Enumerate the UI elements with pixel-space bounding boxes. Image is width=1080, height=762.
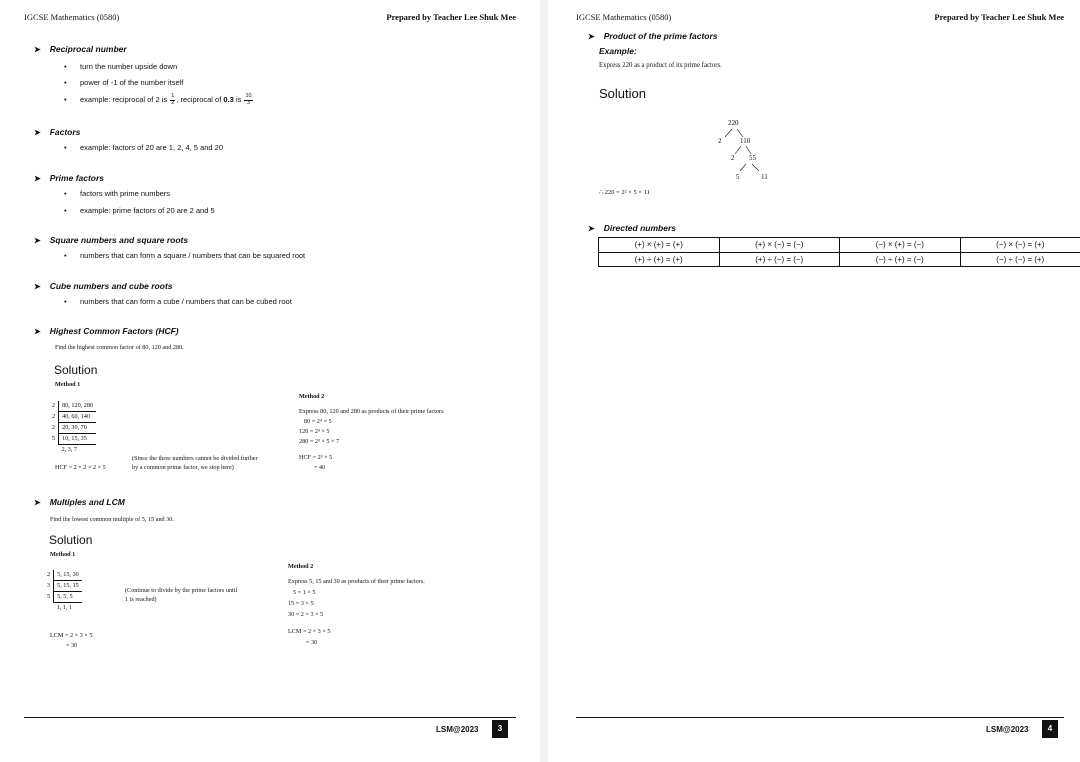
note-text: (Continue to divide by the prime factors until bbox=[125, 587, 238, 594]
equation: 15 = 3 × 5 bbox=[288, 600, 314, 607]
footer-code: LSM@2023 bbox=[436, 725, 479, 734]
tree-node: 55 bbox=[749, 154, 756, 162]
method-label: Method 2 bbox=[288, 563, 314, 570]
table-row bbox=[599, 238, 1080, 253]
table-cell: (+) ÷ (−) = (−) bbox=[719, 252, 840, 267]
hcf-result: HCF = 2 × 2 × 2 × 5 bbox=[55, 464, 106, 471]
heading-square-numbers: ➤ Square numbers and square roots bbox=[34, 235, 189, 245]
tree-branch bbox=[737, 129, 743, 137]
tree-node: 2 bbox=[718, 137, 722, 145]
heading-reciprocal: ➤ Reciprocal number bbox=[34, 44, 127, 54]
note-text: (Since the three numbers cannot be divided further bbox=[132, 455, 258, 462]
equation: = 30 bbox=[306, 639, 318, 646]
method-label: Method 1 bbox=[50, 551, 76, 558]
footer-code: LSM@2023 bbox=[986, 725, 1029, 734]
bullet-item: • example: prime factors of 20 are 2 and 5 bbox=[64, 206, 215, 215]
lcm-result: LCM = 2 × 3 × 5 bbox=[50, 632, 93, 639]
page-number: 4 bbox=[1042, 720, 1058, 738]
bullet-item: • example: factors of 20 are 1, 2, 4, 5 and 20 bbox=[64, 143, 224, 152]
tree-branch bbox=[752, 164, 759, 171]
method-text: Express 80, 120 and 280 as products of their prime factors bbox=[299, 408, 444, 415]
equation: 80 = 2⁴ × 5 bbox=[304, 418, 332, 425]
bullet-item: • factors with prime numbers bbox=[64, 189, 171, 198]
solution-label: Solution bbox=[599, 86, 646, 101]
method-label: Method 1 bbox=[55, 381, 81, 388]
hcf-division-ladder: 2 80, 120, 280 2 40, 60, 140 2 20, 30, 70 5 10, 15, 35 2, 3, 7 bbox=[52, 401, 96, 455]
heading-cube-numbers: ➤ Cube numbers and cube roots bbox=[34, 281, 173, 291]
factor-tree bbox=[708, 117, 788, 187]
footer-rule bbox=[24, 717, 516, 718]
heading-directed-numbers: ➤ Directed numbers bbox=[588, 223, 676, 233]
heading-prime-product: ➤ Product of the prime factors bbox=[588, 31, 718, 41]
example-label: Example: bbox=[599, 46, 637, 56]
note-text: by a common prime factor, we stop here) bbox=[132, 464, 234, 471]
note-text: 1 is reached) bbox=[125, 596, 157, 603]
equation: 30 = 2 × 3 × 5 bbox=[288, 611, 324, 618]
directed-numbers-table bbox=[598, 237, 1080, 267]
table-cell: (−) × (+) = (−) bbox=[840, 238, 961, 253]
bullet-item: • example: reciprocal of 2 is $\frac{1}{2}$ , reciprocal of 0.3 is $\frac{10}{3}$ bbox=[64, 93, 252, 106]
page-number: 3 bbox=[492, 720, 508, 738]
equation: 120 = 2³ × 5 bbox=[299, 428, 330, 435]
equation: 280 = 2³ × 5 × 7 bbox=[299, 438, 340, 445]
document-page-4 bbox=[548, 0, 1080, 762]
tree-branch bbox=[746, 146, 751, 154]
tree-node: 2 bbox=[731, 154, 735, 162]
question-text: Find the lowest common multiple of 5, 15 and 30. bbox=[50, 516, 174, 523]
tree-branch bbox=[725, 129, 732, 137]
tree-branch bbox=[735, 146, 741, 154]
heading-factors: ➤ Factors bbox=[34, 127, 81, 137]
course-title: IGCSE Mathematics (0580) bbox=[576, 12, 672, 22]
bullet-item: • numbers that can form a cube / numbers that can be cubed root bbox=[64, 297, 292, 306]
tree-node: 110 bbox=[740, 137, 751, 145]
equation: HCF = 2³ × 5 bbox=[299, 454, 333, 461]
question-text: Express 220 as a product of its prime factors. bbox=[599, 62, 722, 69]
table-cell: (+) ÷ (+) = (+) bbox=[599, 252, 720, 267]
equation: LCM = 2 × 3 × 5 bbox=[288, 628, 331, 635]
course-title: IGCSE Mathematics (0580) bbox=[24, 12, 120, 22]
heading-lcm: ➤ Multiples and LCM bbox=[34, 497, 125, 507]
solution-label: Solution bbox=[49, 533, 93, 547]
fraction: $\frac{1}{2}$ bbox=[171, 93, 175, 106]
table-cell: (−) ÷ (+) = (−) bbox=[840, 252, 961, 267]
bullet-item: • numbers that can form a square / numbers that can be squared root bbox=[64, 251, 306, 260]
bullet-item: • power of -1 of the number itself bbox=[64, 78, 184, 87]
result-equation: ∴ 220 = 2² × 5 × 11 bbox=[599, 189, 650, 196]
table-cell: (−) ÷ (−) = (+) bbox=[960, 252, 1080, 267]
heading-prime-factors: ➤ Prime factors bbox=[34, 173, 105, 183]
bullet-item: • turn the number upside down bbox=[64, 62, 178, 71]
table-cell: (−) × (−) = (+) bbox=[960, 238, 1080, 253]
table-cell: (+) × (−) = (−) bbox=[719, 238, 840, 253]
table-row bbox=[599, 252, 1080, 267]
author-credit: Prepared by Teacher Lee Shuk Mee bbox=[934, 12, 1064, 22]
tree-node: 220 bbox=[728, 119, 739, 127]
equation: = 40 bbox=[314, 464, 326, 471]
table-cell: (+) × (+) = (+) bbox=[599, 238, 720, 253]
fraction: $\frac{10}{3}$ bbox=[245, 93, 252, 106]
author-credit: Prepared by Teacher Lee Shuk Mee bbox=[386, 12, 516, 22]
method-label: Method 2 bbox=[299, 393, 325, 400]
equation: 5 = 1 × 5 bbox=[293, 589, 316, 596]
heading-hcf: ➤ Highest Common Factors (HCF) bbox=[34, 326, 179, 336]
lcm-result: = 30 bbox=[66, 642, 78, 649]
tree-branch bbox=[740, 164, 746, 171]
solution-label: Solution bbox=[54, 363, 98, 377]
tree-node: 5 bbox=[736, 173, 740, 181]
lcm-division-ladder: 2 5, 15, 30 3 5, 15, 15 5 5, 5, 5 1, 1, 1 bbox=[47, 570, 82, 613]
tree-node: 11 bbox=[761, 173, 768, 181]
footer-rule bbox=[576, 717, 1064, 718]
method-text: Express 5, 15 and 30 as products of their prime factors. bbox=[288, 578, 425, 585]
question-text: Find the highest common factor of 80, 120 and 280. bbox=[55, 344, 184, 351]
